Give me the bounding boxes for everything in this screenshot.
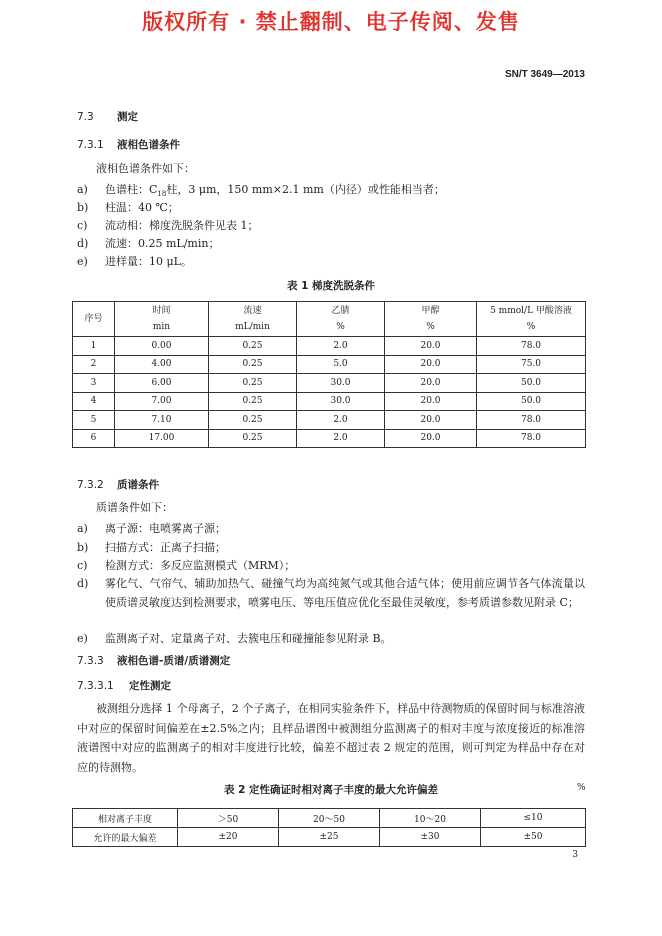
section-title: 液相色谱条件 <box>117 139 180 151</box>
list-text: 监测离子对、定量离子对、去簇电压和碰撞能参见附录 B。 <box>105 632 392 645</box>
table2-caption: 表 2 定性确证时相对离子丰度的最大允许偏差 <box>223 784 439 796</box>
qualitative-body: 被测组分选择 1 个母离子，2 个子离子，在相同实验条件下，样品中待测物质的保留时间与标准溶液中对应的保留时间偏差在±2.5%之内；且样品谱图中被测组分监测离子的相对丰度与浓度接近的标准溶液谱图中对应的监测离子的相对丰度进行比较，偏差不超过表 2 规定的范围，则可判定为样品中存在对应的待测物。 <box>77 702 585 774</box>
table-cell: 0.25 <box>209 374 297 393</box>
list-label: d) <box>77 237 89 250</box>
table-cell: 4 <box>73 392 115 411</box>
table-cell: 20～50 <box>279 809 380 828</box>
list-item <box>77 575 585 612</box>
table-header-row <box>73 302 586 337</box>
list-text: 雾化气、气帘气、辅助加热气、碰撞气均为高纯氮气或其他合适气体；使用前应调节各气体流量以使质谱灵敏度达到检测要求，喷雾电压、等电压值应优化至最佳灵敏度，参考质谱参数见附录 C； <box>105 577 585 609</box>
table-cell: 50.0 <box>477 392 586 411</box>
page-number: 3 <box>572 850 578 860</box>
list-label: e) <box>77 255 88 268</box>
list-text: 色谱柱：C <box>105 183 158 196</box>
table-cell: 4.00 <box>115 355 209 374</box>
list-text: 柱，3 μm，150 mm×2.1 mm（内径）或性能相当者； <box>166 183 445 196</box>
table-cell: 78.0 <box>477 429 586 448</box>
table-cell: 3 <box>73 374 115 393</box>
table-cell: ±20 <box>178 828 279 847</box>
table-cell: 10～20 <box>380 809 481 828</box>
table-row <box>73 429 586 448</box>
section-title: 测定 <box>117 111 138 123</box>
list-text: 检测方式：多反应监测模式（MRM）； <box>105 559 296 572</box>
table2 <box>72 808 586 847</box>
table-cell: 2.0 <box>297 337 385 356</box>
table-cell: 75.0 <box>477 355 586 374</box>
standard-code: SN/T 3649—2013 <box>504 69 585 80</box>
table-cell: 17.00 <box>115 429 209 448</box>
table-cell: 20.0 <box>385 337 477 356</box>
section-number: 7.3.3.1 <box>77 680 114 692</box>
table-row <box>73 411 586 430</box>
section-7-3-2-heading <box>77 477 159 492</box>
table-cell: ±25 <box>279 828 380 847</box>
list-label: c) <box>77 559 88 572</box>
table-header-cell: 甲醇 % <box>385 302 477 337</box>
table-header-cell: 5 mmol/L 甲酸溶液 % <box>477 302 586 337</box>
section-7-3-3-1-heading <box>77 678 171 693</box>
list-text: 扫描方式：正离子扫描； <box>105 541 226 554</box>
table-row <box>73 809 586 828</box>
list-label: e) <box>77 632 88 645</box>
table-row <box>73 337 586 356</box>
table-cell: 5 <box>73 411 115 430</box>
table-cell: 0.25 <box>209 392 297 411</box>
section-number: 7.3 <box>77 111 94 123</box>
section-7-3-heading <box>77 109 138 124</box>
table-header-cell: 序号 <box>73 302 115 337</box>
table-cell: 30.0 <box>297 392 385 411</box>
list-item <box>77 199 179 215</box>
table-cell: 0.25 <box>209 355 297 374</box>
section-title: 液相色谱-质谱/质谱测定 <box>117 655 231 667</box>
section-title: 质谱条件 <box>117 479 159 491</box>
list-label: b) <box>77 541 89 554</box>
list-item <box>77 520 226 536</box>
list-item <box>77 235 219 251</box>
table-cell: 6.00 <box>115 374 209 393</box>
table-cell: ±50 <box>481 828 586 847</box>
list-text: 流动相：梯度洗脱条件见表 1； <box>105 219 259 232</box>
table-row <box>73 355 586 374</box>
list-text: 进样量：10 μL。 <box>105 255 192 268</box>
list-item <box>77 539 226 555</box>
list-text: 柱温：40 ℃； <box>105 201 179 214</box>
table-cell: 20.0 <box>385 355 477 374</box>
table-cell: 2 <box>73 355 115 374</box>
lc-intro: 液相色谱条件如下： <box>96 162 195 175</box>
table-cell: 7.10 <box>115 411 209 430</box>
section-number: 7.3.3 <box>77 655 104 667</box>
table-cell: 6 <box>73 429 115 448</box>
section-7-3-3-heading <box>77 653 230 668</box>
table-cell: 20.0 <box>385 392 477 411</box>
list-label: a) <box>77 183 88 196</box>
table-cell: 0.25 <box>209 411 297 430</box>
table-cell: 20.0 <box>385 411 477 430</box>
list-text: 流速：0.25 mL/min； <box>105 237 220 250</box>
table-cell: 0.25 <box>209 337 297 356</box>
list-item <box>77 181 445 198</box>
list-text: 离子源：电喷雾离子源； <box>105 522 226 535</box>
table-row <box>73 374 586 393</box>
table-cell: 78.0 <box>477 411 586 430</box>
table-cell: 1 <box>73 337 115 356</box>
table-cell: 0.00 <box>115 337 209 356</box>
table-header-cell: 流速 mL/min <box>209 302 297 337</box>
table-cell: 2.0 <box>297 411 385 430</box>
section-number: 7.3.2 <box>77 479 104 491</box>
table-cell: ±30 <box>380 828 481 847</box>
table-cell: 20.0 <box>385 429 477 448</box>
list-label: c) <box>77 219 88 232</box>
list-label: a) <box>77 522 88 535</box>
table1-caption: 表 1 梯度洗脱条件 <box>286 280 376 292</box>
table-cell: 78.0 <box>477 337 586 356</box>
table-cell: 50.0 <box>477 374 586 393</box>
table-cell: 相对离子丰度 <box>73 809 178 828</box>
list-item <box>77 630 392 646</box>
list-label: b) <box>77 201 89 214</box>
table-row <box>73 828 586 847</box>
section-title: 定性测定 <box>129 680 171 692</box>
table1 <box>72 301 586 448</box>
table-cell: ＞50 <box>178 809 279 828</box>
table-cell: 7.00 <box>115 392 209 411</box>
list-item <box>77 253 192 269</box>
table-cell: ≤10 <box>481 809 586 828</box>
list-label: d) <box>77 577 89 590</box>
list-item <box>77 557 295 573</box>
ms-intro: 质谱条件如下： <box>96 501 173 514</box>
subscript: 18 <box>157 190 167 199</box>
watermark: 版权所有 · 禁止翻制、电子传阅、发售 <box>142 10 520 34</box>
list-item <box>77 217 259 233</box>
table-header-cell: 时间 min <box>115 302 209 337</box>
table-cell: 5.0 <box>297 355 385 374</box>
section-number: 7.3.1 <box>77 139 104 151</box>
table-cell: 2.0 <box>297 429 385 448</box>
table-cell: 20.0 <box>385 374 477 393</box>
section-7-3-1-heading <box>77 137 180 152</box>
table-cell: 0.25 <box>209 429 297 448</box>
table-header-cell: 乙腈 % <box>297 302 385 337</box>
table-cell: 允许的最大偏差 <box>73 828 178 847</box>
table2-unit: % <box>577 783 586 793</box>
table-row <box>73 392 586 411</box>
table-cell: 30.0 <box>297 374 385 393</box>
